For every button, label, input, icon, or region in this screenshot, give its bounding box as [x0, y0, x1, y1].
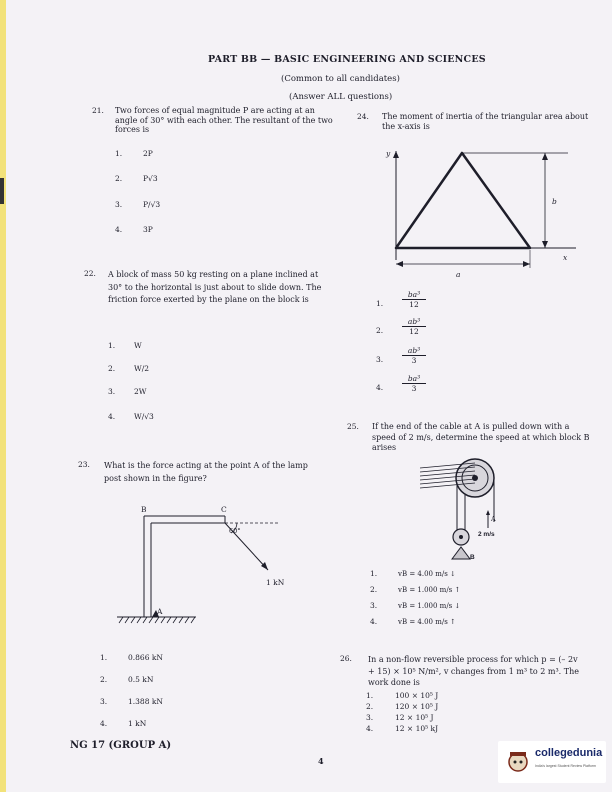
- exam-code: NG 17 (GROUP A): [70, 740, 172, 751]
- option-text: 2W: [134, 387, 147, 396]
- option-number: 3.: [366, 713, 374, 722]
- option-text: P√3: [143, 174, 158, 183]
- option-number: 1.: [376, 299, 384, 308]
- option-text: 3P: [143, 225, 153, 234]
- option-text: W: [134, 341, 142, 350]
- option-number: 4.: [108, 412, 116, 421]
- angle-label: 60°: [229, 527, 241, 535]
- option-number: 3.: [100, 697, 108, 706]
- option-text: 1 kN: [128, 719, 147, 728]
- x-label: x: [563, 253, 568, 262]
- option-number: 2.: [376, 326, 384, 335]
- label-c: C: [221, 505, 227, 514]
- y-label: y: [386, 149, 391, 158]
- label-b: B: [470, 554, 475, 561]
- option-number: 2.: [108, 364, 116, 373]
- option-text: 12 × 10⁵ J: [395, 713, 434, 722]
- option-text: 120 × 10⁵ J: [395, 702, 439, 711]
- question-text: If the end of the cable at A is pulled down with a speed of 2 m/s, determine the speed at which block B arises: [372, 422, 590, 452]
- option-text: vB = 1.000 m/s ↓: [398, 602, 461, 610]
- option-text: vB = 1.000 m/s ↑: [398, 586, 461, 594]
- a-label: a: [456, 270, 461, 279]
- option-fraction: $\frac{\text{ab³}}{12}$: [402, 317, 426, 336]
- question-text: The moment of inertia of the triangular area about the x-axis is: [382, 112, 589, 131]
- option-number: 4.: [376, 383, 384, 392]
- option-number: 4.: [115, 225, 123, 234]
- option-text: vB = 4.00 m/s ↓: [398, 570, 456, 578]
- option-number: 4.: [100, 719, 108, 728]
- option-number: 1.: [108, 341, 116, 350]
- option-text: 1.388 kN: [128, 697, 163, 706]
- option-number: 1.: [366, 691, 374, 700]
- speed-arrowhead: [486, 510, 490, 515]
- upper-pulley-axle: [472, 475, 478, 481]
- label-a: A: [491, 515, 496, 523]
- option-text: 100 × 10⁵ J: [395, 691, 439, 700]
- section-subtitle: (Common to all candidates): [281, 74, 400, 84]
- option-text: W/2: [134, 364, 150, 373]
- page-number: 4: [318, 756, 324, 766]
- option-text: 12 × 10⁵ kJ: [395, 724, 439, 733]
- option-fraction: $\frac{\text{ab³}}{3}$: [402, 346, 426, 365]
- label-a: A: [157, 607, 163, 616]
- question-number: 22.: [84, 269, 96, 278]
- option-number: 2.: [370, 585, 378, 594]
- option-number: 1.: [100, 653, 108, 662]
- lower-pulley-axle: [459, 535, 463, 539]
- option-text: 0.5 kN: [128, 675, 154, 684]
- question-number: 24.: [357, 112, 369, 121]
- option-number: 2.: [115, 174, 123, 183]
- option-number: 4.: [370, 617, 378, 626]
- block-b: [452, 547, 470, 559]
- speed-label: 2 m/s: [478, 531, 495, 538]
- watermark-tagline: India's largest Student Review Platform: [535, 764, 596, 768]
- option-text: W/√3: [134, 412, 154, 421]
- option-fraction: $\frac{\text{ba³}}{12}$: [402, 290, 426, 309]
- option-number: 3.: [115, 200, 123, 209]
- b-label: b: [552, 197, 557, 206]
- question-number: 21.: [92, 106, 104, 115]
- option-text: P/√3: [143, 200, 161, 209]
- option-number: 3.: [108, 387, 116, 396]
- option-number: 1.: [370, 569, 378, 578]
- option-number: 3.: [370, 601, 378, 610]
- force-label: 1 kN: [266, 578, 285, 587]
- section-title: PART BB — BASIC ENGINEERING AND SCIENCES: [208, 54, 486, 65]
- watermark-brand: collegedunia: [535, 747, 603, 759]
- question-text: What is the force acting at the point A of the lamp post shown in the figure?: [104, 461, 308, 483]
- option-number: 1.: [115, 149, 123, 158]
- question-number: 26.: [340, 654, 352, 663]
- option-fraction: $\frac{\text{ba³}}{3}$: [402, 374, 426, 393]
- question-number: 23.: [78, 460, 90, 469]
- question-text: Two forces of equal magnitude P are acting at an angle of 30° with each other. The resultant of the two forces is: [115, 106, 333, 134]
- option-text: vB = 4.00 m/s ↑: [398, 618, 456, 626]
- label-b: B: [141, 505, 147, 514]
- option-number: 2.: [100, 675, 108, 684]
- option-number: 4.: [366, 724, 374, 733]
- question-text: In a non-flow reversible process for which p = (– 2v + 15) × 10⁵ N/m², v changes from 1 m³ to 2 m³. The work done is: [368, 655, 579, 687]
- option-number: 3.: [376, 355, 384, 364]
- logo-icon: [506, 748, 530, 776]
- question-number: 25.: [347, 422, 359, 431]
- option-text: 0.866 kN: [128, 653, 163, 662]
- option-number: 2.: [366, 702, 374, 711]
- question-text: A block of mass 50 kg resting on a plane inclined at 30° to the horizontal is just about to slide down. The friction force exerted by the plane on the block is: [108, 270, 322, 304]
- section-instruction: (Answer ALL questions): [289, 92, 393, 102]
- option-text: 2P: [143, 149, 153, 158]
